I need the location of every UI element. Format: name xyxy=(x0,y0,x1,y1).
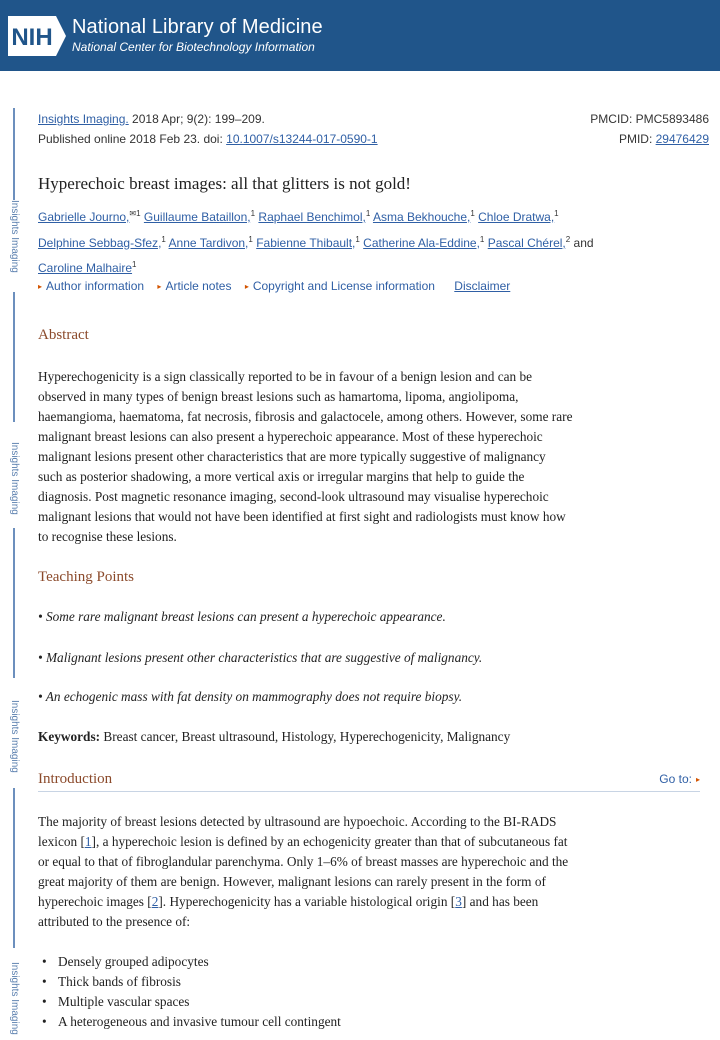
pmid-label: PMID: xyxy=(618,132,656,146)
list-item: • Multiple vascular spaces xyxy=(38,992,341,1012)
list-item: • A heterogeneous and invasive tumour cell contingent xyxy=(38,1012,341,1032)
strip-label: Insights Imaging xyxy=(9,442,20,515)
disclaimer-link[interactable]: Disclaimer xyxy=(454,279,511,293)
site-subtitle: National Center for Biotechnology Information xyxy=(72,40,315,54)
expand-triangle-icon: ▸ xyxy=(244,282,249,291)
expand-triangle-icon: ▸ xyxy=(157,282,162,291)
journal-link[interactable]: Insights Imaging. xyxy=(38,112,129,126)
abstract-text: Hyperechogenicity is a sign classically reported to be in favour of a benign lesion and can be observed in many types of benign breast lesions such as hamartoma, lipoma, angiolipoma, haemangioma, haematoma, fat necrosis, fibrosis and galactocele, among others. However, some rare malignant breast lesions can also present a hyperechoic appearance. Most of these hyperechoic malignant lesions present other characteristics that are more typically suggestive of malignancy such as posterior shadowing, a more vertical axis or irregular margins that help to guide the diagnosis. Post magnetic resonance imaging, second-look ultrasound may visualise hyperechoic malignant lesions that would not have been identified at first sight and radiologists must know how to recognise these lesions. xyxy=(38,369,573,544)
list-item: • Densely grouped adipocytes xyxy=(38,952,341,972)
author-list xyxy=(38,203,688,280)
site-title[interactable]: National Library of Medicine xyxy=(72,16,323,38)
author-affiliation[interactable]: 1 xyxy=(132,260,137,269)
reference-link[interactable]: 2 xyxy=(151,894,159,909)
strip-line xyxy=(13,292,15,422)
author-link[interactable]: Raphael Benchimol, xyxy=(258,210,366,224)
goto-menu[interactable]: Go to: ▸ xyxy=(659,772,700,786)
strip-label: Insights Imaging xyxy=(9,700,20,773)
doi-link[interactable]: 10.1007/s13244-017-0590-1 xyxy=(226,132,378,146)
author-link[interactable]: Caroline Malhaire xyxy=(38,261,133,275)
strip-line xyxy=(13,528,15,678)
keywords xyxy=(38,729,510,745)
reference-link[interactable]: 3 xyxy=(455,894,462,909)
author-link[interactable]: Chloe Dratwa, xyxy=(478,210,555,224)
pmid-link[interactable]: 29476429 xyxy=(655,132,709,146)
author-affiliation[interactable]: 1 xyxy=(161,234,166,244)
strip-line xyxy=(13,788,15,948)
article-title: Hyperechoic breast images: all that glitters is not gold! xyxy=(38,174,411,193)
article-notes-toggle[interactable]: ▸ Article notes xyxy=(157,279,232,293)
site-header xyxy=(0,0,720,71)
author-link[interactable]: Gabrielle Journo, xyxy=(38,210,130,224)
section-divider xyxy=(38,791,700,792)
author-affiliation[interactable]: 1 xyxy=(365,209,371,218)
published-info: Published online 2018 Feb 23. doi: xyxy=(38,132,227,146)
author-link[interactable]: Guillaume Bataillon, xyxy=(143,210,251,224)
article-ids xyxy=(590,109,709,149)
author-affiliation[interactable]: 1 xyxy=(470,209,475,218)
issue-info: 2018 Apr; 9(2): 199–209. xyxy=(128,112,265,126)
author-affiliation[interactable]: 1 xyxy=(250,209,256,218)
abstract-heading: Abstract xyxy=(38,327,89,343)
teaching-points-heading: Teaching Points xyxy=(38,569,135,585)
expand-triangle-icon: ▸ xyxy=(38,282,43,291)
author-affiliation[interactable]: 2 xyxy=(565,234,571,244)
author-link[interactable]: Pascal Chérel, xyxy=(487,235,566,250)
introduction-heading: Introduction xyxy=(38,771,113,787)
authors-and: and xyxy=(570,235,594,250)
author-affiliation[interactable]: ✉1 xyxy=(129,209,141,218)
author-affiliation[interactable]: 1 xyxy=(479,234,485,244)
list-item: • Thick bands of fibrosis xyxy=(38,972,341,992)
copyright-toggle[interactable]: ▸ Copyright and License information xyxy=(244,279,435,293)
author-link[interactable]: Asma Bekhouche, xyxy=(372,210,471,224)
strip-label: Insights Imaging xyxy=(9,962,20,1035)
strip-line xyxy=(13,108,15,208)
keywords-text: Breast cancer, Breast ultrasound, Histology, Hyperechogenicity, Malignancy xyxy=(100,729,511,744)
author-information-toggle[interactable]: ▸ Author information xyxy=(38,279,145,293)
strip-label: Insights Imaging xyxy=(9,200,20,273)
author-link[interactable]: Catherine Ala-Eddine, xyxy=(363,235,480,250)
author-affiliation[interactable]: 1 xyxy=(554,209,559,218)
citation-block xyxy=(38,109,378,149)
author-affiliation[interactable]: 1 xyxy=(355,234,360,244)
journal-side-strip xyxy=(10,108,18,1038)
reference-link[interactable]: 1 xyxy=(84,834,92,849)
goto-triangle-icon: ▸ xyxy=(695,775,700,784)
pmcid: PMCID: PMC5893486 xyxy=(590,112,709,126)
author-link[interactable]: Fabienne Thibault, xyxy=(256,235,356,250)
teaching-point: • An echogenic mass with fat density on mammography does not require biopsy. xyxy=(38,689,463,704)
author-affiliation[interactable]: 1 xyxy=(248,234,253,244)
introduction-bullet-list xyxy=(38,952,341,1032)
keywords-label: Keywords: xyxy=(38,729,101,744)
nih-logo[interactable] xyxy=(8,16,66,56)
svg-text:NIH: NIH xyxy=(11,24,53,51)
teaching-point: • Some rare malignant breast lesions can present a hyperechoic appearance. xyxy=(38,609,446,624)
author-link[interactable]: Anne Tardivon, xyxy=(168,235,249,250)
author-link[interactable]: Delphine Sebbag-Sfez, xyxy=(38,235,162,250)
article-notes-row xyxy=(38,279,510,293)
introduction-text: The majority of breast lesions detected by ultrasound are hypoechoic. According to the BI-RADS lexicon [1], a hyperechoic lesion is defined by an echogenicity greater than that of subcutaneous fat or equal to that of fibroglandular parenchyma. Only 1–6% of breast masses are hyperechoic and the great majority of them are benign. However, malignant lesions can rarely present in the form of hyperechoic images [2]. Hyperechogenicity has a variable histological origin [3] and has been attributed to the presence of: xyxy=(38,814,569,929)
teaching-point: • Malignant lesions present other characteristics that are suggestive of malignancy. xyxy=(38,650,483,665)
